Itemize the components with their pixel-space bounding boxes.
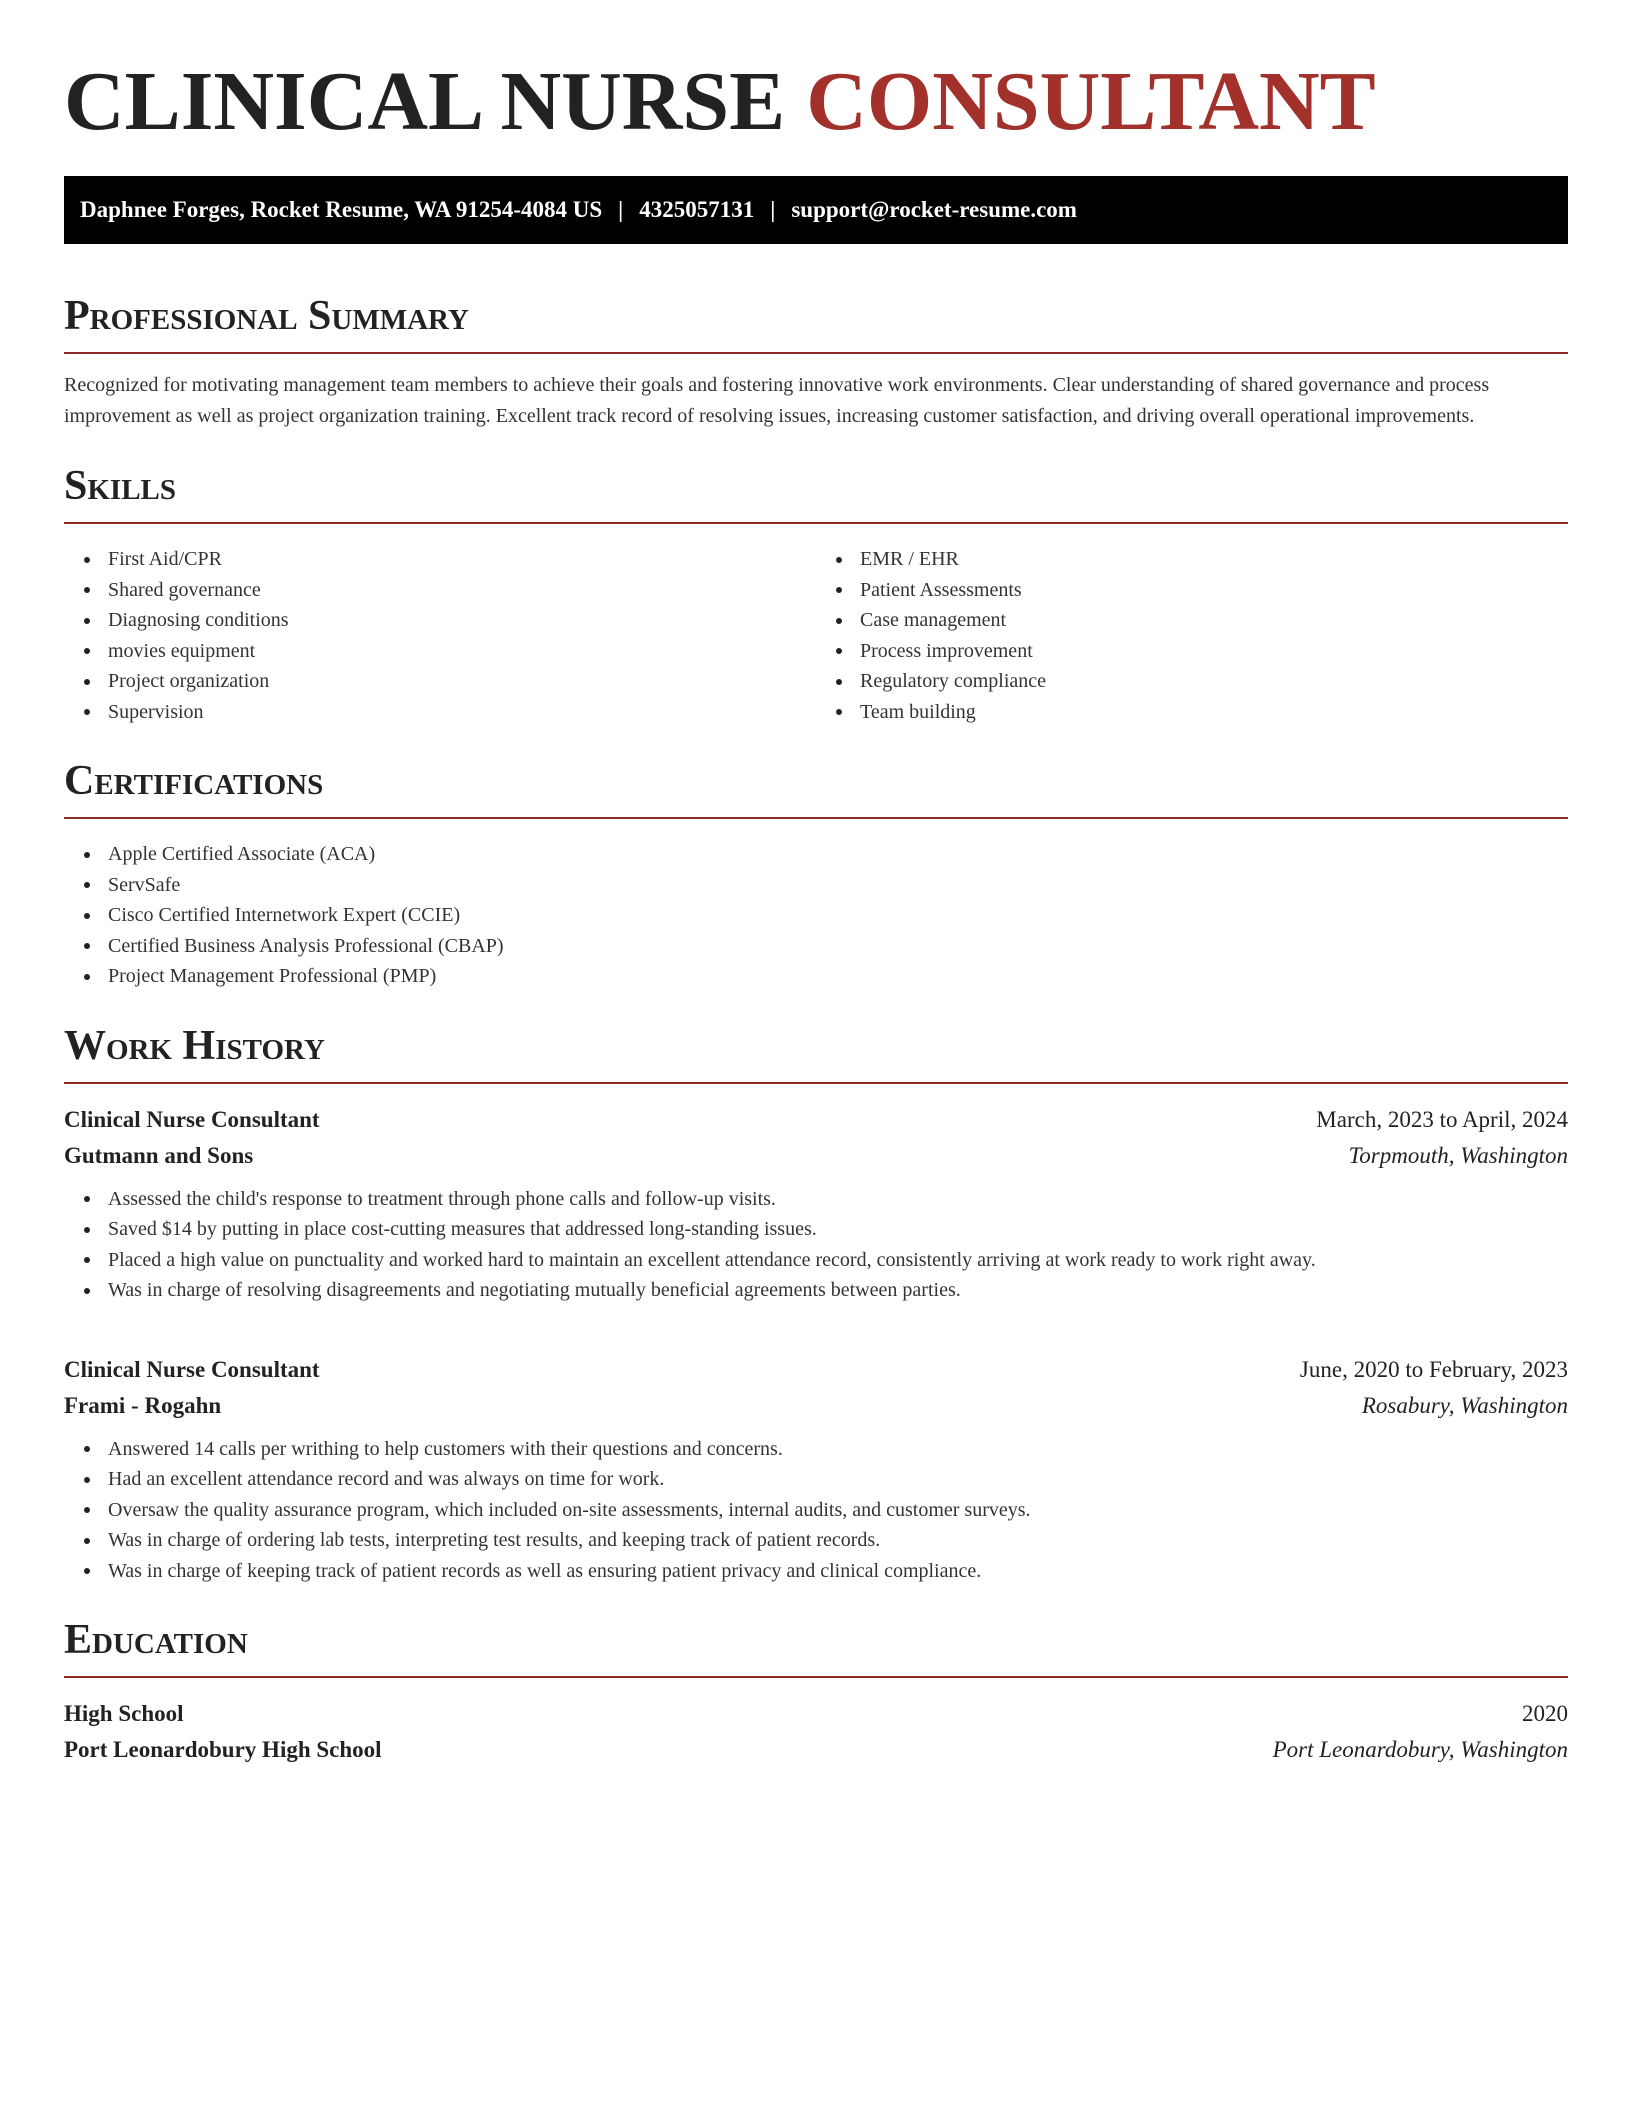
job-company: Frami - Rogahn — [64, 1392, 222, 1418]
skills-heading: Skills — [64, 458, 1568, 524]
job-company: Gutmann and Sons — [64, 1142, 254, 1168]
certification-item: Project Management Professional (PMP) — [84, 961, 1568, 992]
skill-item: Supervision — [84, 697, 816, 728]
job-company-row — [64, 1138, 1568, 1174]
skill-item: Shared governance — [84, 575, 816, 606]
job-bullet: Placed a high value on punctuality and worked hard to maintain an excellent attendance record, consistently arriving at work ready to work right away. — [84, 1245, 1568, 1276]
education-degree-row — [64, 1696, 1568, 1732]
title-main: CLINICAL NURSE — [64, 55, 786, 148]
skills-grid — [64, 524, 1568, 727]
job-bullet: Oversaw the quality assurance program, which included on-site assessments, internal audits, and customer surveys. — [84, 1495, 1568, 1526]
job-entry — [64, 1352, 1568, 1587]
skill-item: movies equipment — [84, 636, 816, 667]
contact-address: Daphnee Forges, Rocket Resume, WA 91254-4084 US — [80, 197, 603, 222]
skill-item: Case management — [836, 605, 1568, 636]
contact-separator: | — [618, 197, 624, 222]
job-bullet: Was in charge of keeping track of patient records as well as ensuring patient privacy and clinical compliance. — [84, 1556, 1568, 1587]
job-dates: March, 2023 to April, 2024 — [1316, 1106, 1568, 1132]
job-bullet: Assessed the child's response to treatment through phone calls and follow-up visits. — [84, 1184, 1568, 1215]
job-location: Rosabury, Washington — [1361, 1392, 1568, 1418]
skill-item: First Aid/CPR — [84, 544, 816, 575]
job-title-row — [64, 1102, 1568, 1138]
work-history-section — [64, 1018, 1568, 1587]
job-title: Clinical Nurse Consultant — [64, 1106, 320, 1132]
job-bullet: Was in charge of ordering lab tests, interpreting test results, and keeping track of patient records. — [84, 1525, 1568, 1556]
skill-item: Project organization — [84, 666, 816, 697]
summary-section — [64, 288, 1568, 432]
skills-section — [64, 458, 1568, 727]
contact-bar — [64, 176, 1568, 244]
education-school-row — [64, 1732, 1568, 1768]
job-location: Torpmouth, Washington — [1348, 1142, 1568, 1168]
education-section — [64, 1612, 1568, 1768]
job-entry — [64, 1102, 1568, 1306]
work-history-heading: Work History — [64, 1018, 1568, 1084]
job-bullets — [64, 1184, 1568, 1306]
skill-item: EMR / EHR — [836, 544, 1568, 575]
skill-item: Process improvement — [836, 636, 1568, 667]
education-year: 2020 — [1522, 1701, 1568, 1726]
job-bullet: Had an excellent attendance record and was always on time for work. — [84, 1464, 1568, 1495]
summary-heading: Professional Summary — [64, 288, 1568, 354]
contact-email: support@rocket-resume.com — [791, 197, 1077, 222]
skill-item: Regulatory compliance — [836, 666, 1568, 697]
certification-item: ServSafe — [84, 870, 1568, 901]
education-entry — [64, 1696, 1568, 1768]
education-degree: High School — [64, 1701, 184, 1726]
certifications-heading: Certifications — [64, 753, 1568, 819]
job-bullet: Answered 14 calls per writhing to help customers with their questions and concerns. — [84, 1434, 1568, 1465]
job-bullets — [64, 1434, 1568, 1587]
job-bullet: Saved $14 by putting in place cost-cutting measures that addressed long-standing issues. — [84, 1214, 1568, 1245]
contact-phone: 4325057131 — [639, 197, 755, 222]
job-company-row — [64, 1388, 1568, 1424]
education-school: Port Leonardobury High School — [64, 1737, 382, 1762]
education-heading: Education — [64, 1612, 1568, 1678]
job-title: Clinical Nurse Consultant — [64, 1356, 320, 1382]
job-bullet: Was in charge of resolving disagreements and negotiating mutually beneficial agreements between parties. — [84, 1275, 1568, 1306]
contact-separator: | — [770, 197, 776, 222]
certifications-section — [64, 753, 1568, 992]
skills-list-right — [816, 544, 1568, 727]
skill-item: Diagnosing conditions — [84, 605, 816, 636]
job-title-row — [64, 1352, 1568, 1388]
certification-item: Cisco Certified Internetwork Expert (CCIE) — [84, 900, 1568, 931]
resume-title — [64, 52, 1568, 152]
certification-item: Apple Certified Associate (ACA) — [84, 839, 1568, 870]
skill-item: Patient Assessments — [836, 575, 1568, 606]
summary-text: Recognized for motivating management team members to achieve their goals and fostering innovative work environments. Clear understanding of shared governance and process improvement as well as project organization training. Excellent track record of resolving issues, increasing customer satisfaction, and driving overall operational improvements. — [64, 374, 1490, 427]
title-accent: CONSULTANT — [806, 55, 1376, 148]
job-dates: June, 2020 to February, 2023 — [1299, 1356, 1568, 1382]
skills-list-left — [64, 544, 816, 727]
education-location: Port Leonardobury, Washington — [1272, 1737, 1568, 1762]
certifications-list — [64, 839, 1568, 992]
skill-item: Team building — [836, 697, 1568, 728]
certification-item: Certified Business Analysis Professional (CBAP) — [84, 931, 1568, 962]
